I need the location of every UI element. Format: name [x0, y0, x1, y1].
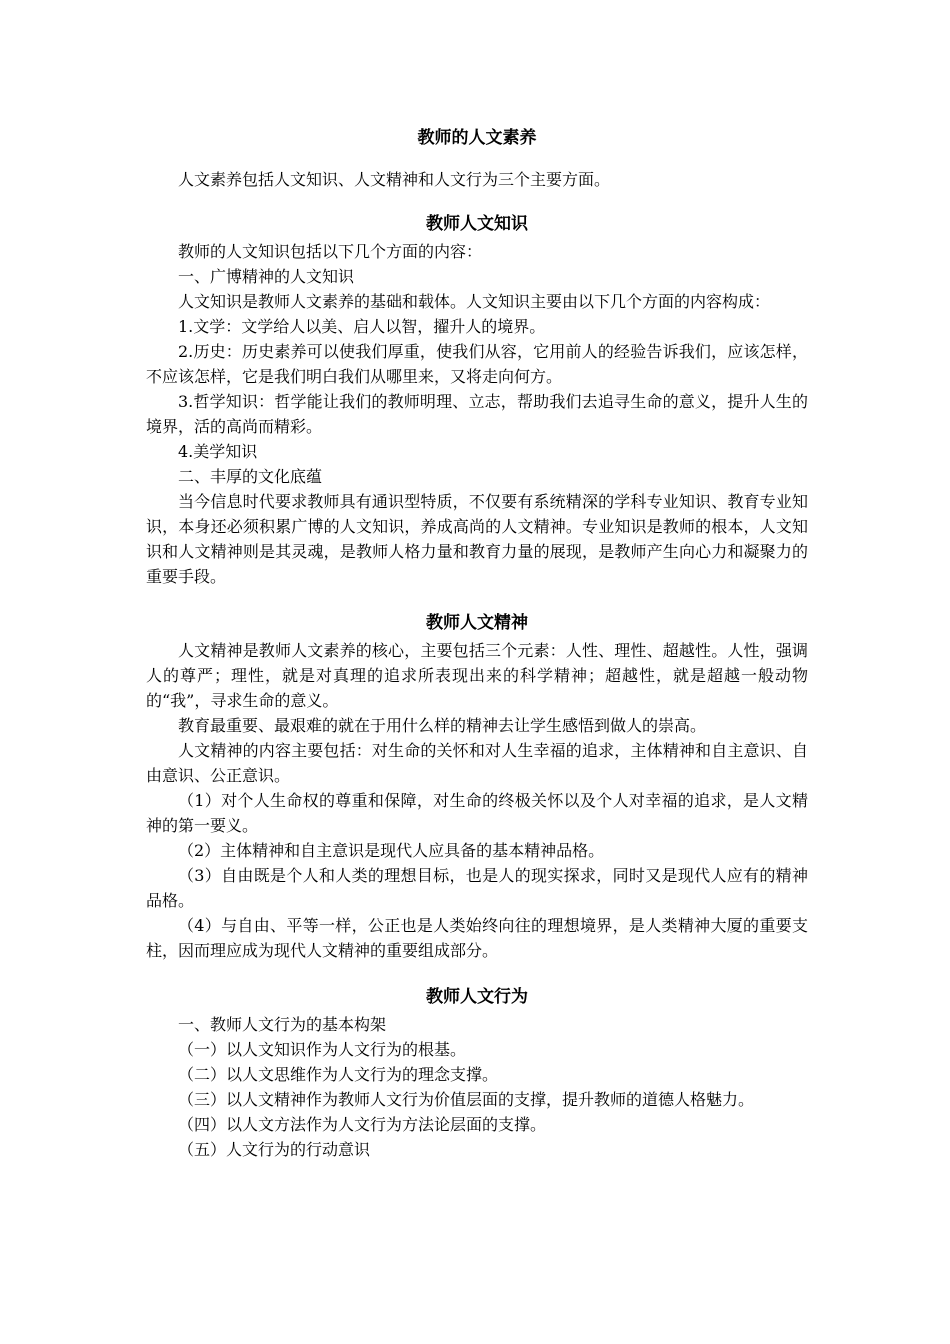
paragraph: 人文精神的内容主要包括：对生命的关怀和对人生幸福的追求，主体精神和自主意识、自由意识、公正意识。 [146, 741, 808, 785]
paragraph: （4）与自由、平等一样，公正也是人类始终向往的理想境界，是人类精神大厦的重要支柱，因而理应成为现代人文精神的重要组成部分。 [146, 916, 808, 960]
paragraph: 当今信息时代要求教师具有通识型特质，不仅要有系统精深的学科专业知识、教育专业知识，本身还必须积累广博的人文知识，养成高尚的人文精神。专业知识是教师的根本，人文知识和人文精神则是其灵魂，是教师人格力量和教育力量的展现，是教师产生向心力和凝聚力的重要手段。 [146, 492, 808, 586]
paragraph: 人文精神是教师人文素养的核心，主要包括三个元素：人性、理性、超越性。人性，强调人的尊严；理性，就是对真理的追求所表现出来的科学精神；超越性，就是超越一般动物的“我”，寻求生命的意义。 [146, 641, 808, 710]
paragraph: 2.历史：历史素养可以使我们厚重，使我们从容，它用前人的经验告诉我们，应该怎样，不应该怎样，它是我们明白我们从哪里来，又将走向何方。 [146, 342, 808, 386]
paragraph: （四）以人文方法作为人文行为方法论层面的支撑。 [178, 1115, 547, 1134]
paragraph: 二、丰厚的文化底蕴 [178, 467, 323, 486]
paragraph: （二）以人文思维作为人文行为的理念支撑。 [178, 1065, 499, 1084]
paragraph: 人文知识是教师人文素养的基础和载体。人文知识主要由以下几个方面的内容构成： [178, 292, 771, 311]
section-heading-spirit: 教师人文精神 [426, 613, 528, 633]
document-page [146, 120, 808, 1162]
paragraph: （2）主体精神和自主意识是现代人应具备的基本精神品格。 [178, 841, 605, 860]
paragraph: （一）以人文知识作为人文行为的根基。 [178, 1040, 467, 1059]
section-heading-behavior: 教师人文行为 [426, 987, 528, 1007]
paragraph: 教育最重要、最艰难的就在于用什么样的精神去让学生感悟到做人的崇高。 [178, 716, 707, 735]
document-title: 教师的人文素养 [417, 128, 537, 148]
paragraph: 一、教师人文行为的基本构架 [178, 1015, 387, 1034]
paragraph: 一、广博精神的人文知识 [178, 267, 355, 286]
paragraph: 3.哲学知识：哲学能让我们的教师明理、立志，帮助我们去追寻生命的意义，提升人生的境界，活的高尚而精彩。 [146, 392, 808, 436]
paragraph: 1.文学：文学给人以美、启人以智，擢升人的境界。 [178, 317, 546, 336]
paragraph: （1）对个人生命权的尊重和保障，对生命的终极关怀以及个人对幸福的追求，是人文精神的第一要义。 [146, 791, 808, 835]
paragraph: （三）以人文精神作为教师人文行为价值层面的支撑，提升教师的道德人格魅力。 [178, 1090, 755, 1109]
paragraph: 教师的人文知识包括以下几个方面的内容： [178, 242, 483, 261]
paragraph: 4.美学知识 [178, 442, 258, 461]
intro-paragraph: 人文素养包括人文知识、人文精神和人文行为三个主要方面。 [178, 170, 611, 189]
section-heading-knowledge: 教师人文知识 [426, 214, 528, 234]
paragraph: （3）自由既是个人和人类的理想目标，也是人的现实探求，同时又是现代人应有的精神品格。 [146, 866, 808, 910]
paragraph: （五）人文行为的行动意识 [178, 1140, 371, 1159]
